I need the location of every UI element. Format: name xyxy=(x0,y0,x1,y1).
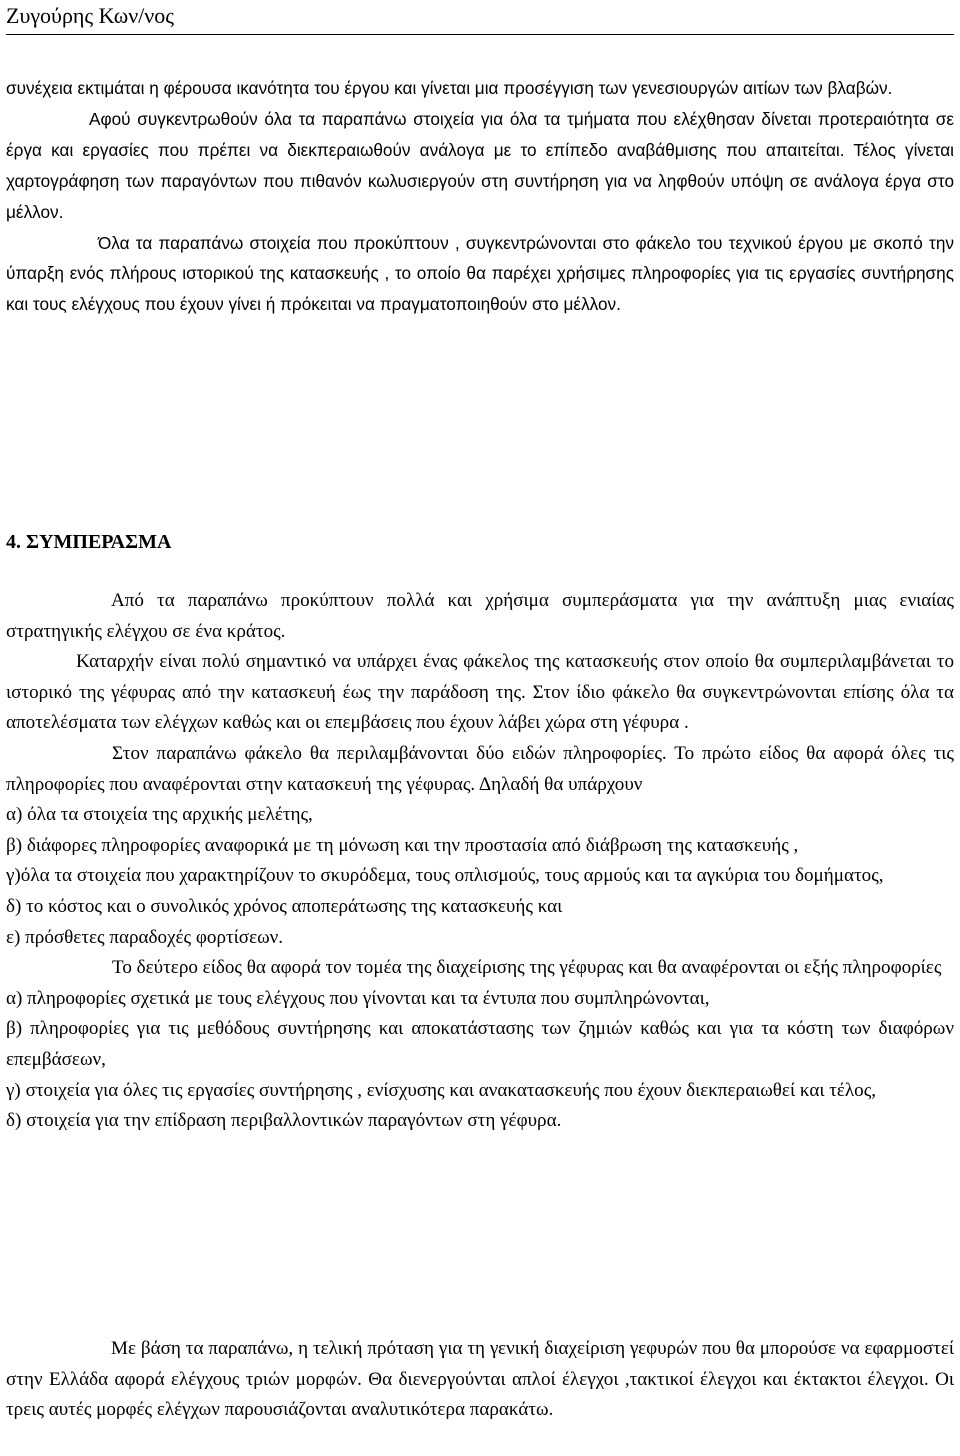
intro-section xyxy=(6,73,954,320)
conclusion-paragraph-1: Από τα παραπάνω προκύπτουν πολλά και χρήσιμα συμπεράσματα για την ανάπτυξη μιας ενιαίας στρατηγικής ελέγχου σε ένα κράτος. xyxy=(6,590,954,642)
conclusion-paragraph-2: Καταρχήν είναι πολύ σημαντικό να υπάρχει ένας φάκελος της κατασκευής στον οποίο θα συμπεριλαμβάνεται το ιστορικό της γέφυρας από την κατασκευή έως την παράδοση της. Στον ίδιο φάκελο θα συγκεντρώνονται επίσης όλα τα αποτελέσματα των ελέγχων καθώς και οι επεμβάσεις που έχουν λάβει χώρα στη γέφυρα . xyxy=(6,651,954,734)
conclusion-section xyxy=(6,586,954,1137)
list-item: γ)όλα τα στοιχεία που χαρακτηρίζουν το σκυρόδεμα, τους οπλισμούς, τους αρμούς και τα αγκύρια του δομήματος, xyxy=(6,865,884,887)
list-item: δ) το κόστος και ο συνολικός χρόνος αποπεράτωσης της κατασκευής και xyxy=(6,895,563,917)
list-item: δ) στοιχεία για την επίδραση περιβαλλοντικών παραγόντων στη γέφυρα. xyxy=(6,1110,562,1132)
section-heading: 4. ΣΥΜΠΕΡΑΣΜΑ xyxy=(6,531,172,553)
conclusion-paragraph-3: Στον παραπάνω φάκελο θα περιλαμβάνονται δύο ειδών πληροφορίες. Το πρώτο είδος θα αφορά όλες τις πληροφορίες που αναφέρονται στην κατασκευή της γέφυρας. Δηλαδή θα υπάρχουν xyxy=(6,742,954,795)
list-item: ε) πρόσθετες παραδοχές φορτίσεων. xyxy=(6,926,284,948)
final-section xyxy=(6,1334,954,1426)
intro-paragraph-2: Αφού συγκεντρωθούν όλα τα παραπάνω στοιχεία για όλα τα τμήματα που ελέχθησαν δίνεται προτεραιότητα σε έργα και εργασίες που πρέπει να διεκπεραιωθούν ανάλογα με το επίπεδο αναβάθμισης που απαιτείται. Τέλος γίνεται χαρτογράφηση των παραγόντων που πιθανόν κωλυσιεργούν στη συντήρηση για να ληφθούν υπόψη σε ανάλογα έργα στο μέλλον. xyxy=(6,108,954,222)
running-header-author: Ζυγούρης Κων/νος xyxy=(6,3,174,28)
intro-paragraph-1: συνέχεια εκτιμάται η φέρουσα ικανότητα του έργου και γίνεται μια προσέγγιση των γενεσιουργών αιτίων των βλαβών. xyxy=(6,78,893,98)
list-item: α) όλα τα στοιχεία της αρχικής μελέτης, xyxy=(6,804,313,826)
list-item: α) πληροφορίες σχετικά με τους ελέγχους που γίνονται και τα έντυπα που συμπληρώνονται, xyxy=(6,987,710,1009)
conclusion-paragraph-5: Με βάση τα παραπάνω, η τελική πρόταση για τη γενική διαχείριση γεφυρών που θα μπορούσε να εφαρμοστεί στην Ελλάδα αφορά ελέγχους τριών μορφών. Θα διενεργούνται απλοί έλεγχοι ,τακτικοί έλεγχοι και έκτακτοι έλεγχοι. Οι τρεις αυτές μορφές ελέγχων παρουσιάζονται αναλυτικότερα παρακάτω. xyxy=(6,1338,954,1421)
header-divider xyxy=(6,34,954,35)
list-item: β) πληροφορίες για τις μεθόδους συντήρησης και αποκατάστασης των ζημιών καθώς και για τα κόστη των διαφόρων επεμβάσεων, xyxy=(6,1018,954,1070)
intro-paragraph-3: Όλα τα παραπάνω στοιχεία που προκύπτουν , συγκεντρώνονται στο φάκελο του τεχνικού έργου με σκοπό την ύπαρξη ενός πλήρους ιστορικού της κατασκευής , το οποίο θα παρέχει χρήσιμες πληροφορίες για τις εργασίες συντήρησης και τους ελέγχους που έχουν γίνει ή πρόκειται να πραγματοποιηθούν στο μέλλον. xyxy=(6,232,954,315)
conclusion-paragraph-4: Το δεύτερο είδος θα αφορά τον τομέα της διαχείρισης της γέφυρας και θα αναφέρονται οι εξής πληροφορίες xyxy=(112,957,942,979)
list-item: β) διάφορες πληροφορίες αναφορικά με τη μόνωση και την προστασία από διάβρωση της κατασκευής , xyxy=(6,834,799,856)
list-item: γ) στοιχεία για όλες τις εργασίες συντήρησης , ενίσχυσης και ανακατασκευής που έχουν διεκπεραιωθεί και τέλος, xyxy=(6,1079,877,1101)
